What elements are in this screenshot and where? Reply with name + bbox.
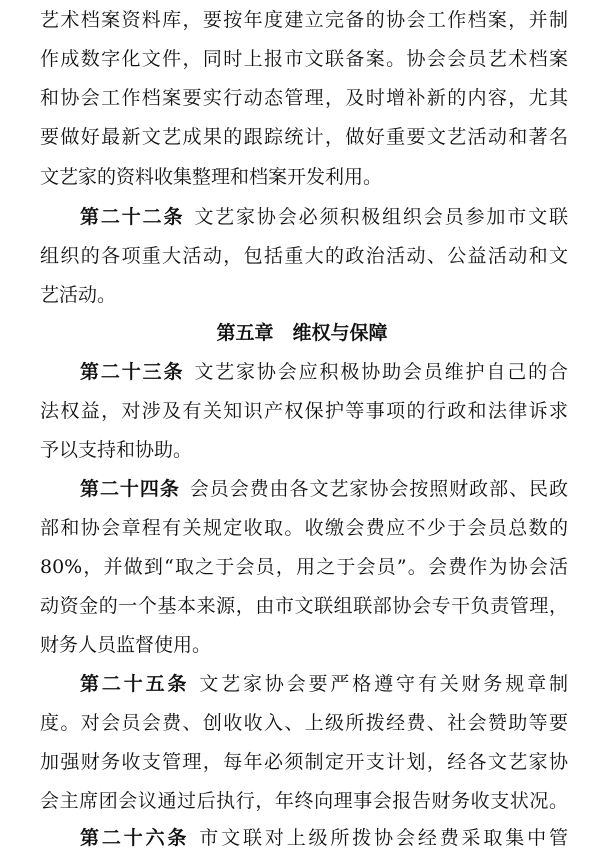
paragraph-line: 动资金的一个基本来源，由市文联组联部协会专干负责管理， (40, 595, 568, 617)
article-22-number: 第二十二条 (80, 206, 185, 228)
paragraph-line: 80%，并做到“取之于会员，用之于会员”。会费作为协会活 (40, 556, 568, 578)
article-22-text: 文艺家协会必须积极组织会员参加市文联 (194, 206, 568, 228)
paragraph-line: 度。对会员会费、创收收入、上级所拨经费、社会赞助等要 (40, 712, 568, 734)
paragraph-line: 艺活动。 (40, 284, 117, 306)
article-23-number: 第二十三条 (80, 361, 185, 383)
paragraph-line: 加强财务收支管理，每年必须制定开支计划，经各文艺家协 (40, 751, 568, 773)
article-24-first-line (80, 472, 568, 506)
article-26-text: 市文联对上级所拨协会经费采取集中管 (199, 827, 568, 849)
article-23-first-line (80, 355, 568, 389)
article-25-text: 文艺家协会要严格遵守有关财务规章制 (199, 673, 568, 695)
paragraph-line: 会主席团会议通过后执行，年终向理事会报告财务收支状况。 (40, 790, 568, 812)
paragraph-line: 要做好最新文艺成果的跟踪统计，做好重要文艺活动和著名 (40, 126, 568, 148)
article-24-number: 第二十四条 (80, 478, 180, 500)
paragraph-line: 艺术档案资料库，要按年度建立完备的协会工作档案，并制 (40, 9, 568, 31)
paragraph-line: 文艺家的资料收集整理和档案开发利用。 (40, 166, 383, 188)
paragraph-line: 和协会工作档案要实行动态管理，及时增补新的内容，尤其 (40, 87, 568, 109)
paragraph-line: 法权益，对涉及有关知识产权保护等事项的行政和法律诉求 (40, 400, 568, 422)
paragraph-line: 予以支持和协助。 (40, 439, 193, 461)
article-22-first-line (80, 200, 568, 234)
article-26-number: 第二十六条 (80, 827, 190, 849)
paragraph-line: 部和协会章程有关规定收取。收缴会费应不少于会员总数的 (40, 517, 568, 539)
article-24-text: 会员会费由各文艺家协会按照财政部、民政 (189, 478, 568, 500)
chapter-heading: 第五章 维权与保障 (216, 322, 388, 344)
paragraph-line: 作成数字化文件，同时上报市文联备案。协会会员艺术档案 (40, 48, 568, 70)
paragraph-line: 组织的各项重大活动，包括重大的政治活动、公益活动和文 (40, 245, 568, 267)
paragraph-line: 财务人员监督使用。 (40, 634, 212, 656)
article-25-number: 第二十五条 (80, 673, 190, 695)
article-23-text: 文艺家协会应积极协助会员维护自己的合 (194, 361, 568, 383)
article-25-first-line (80, 667, 568, 701)
